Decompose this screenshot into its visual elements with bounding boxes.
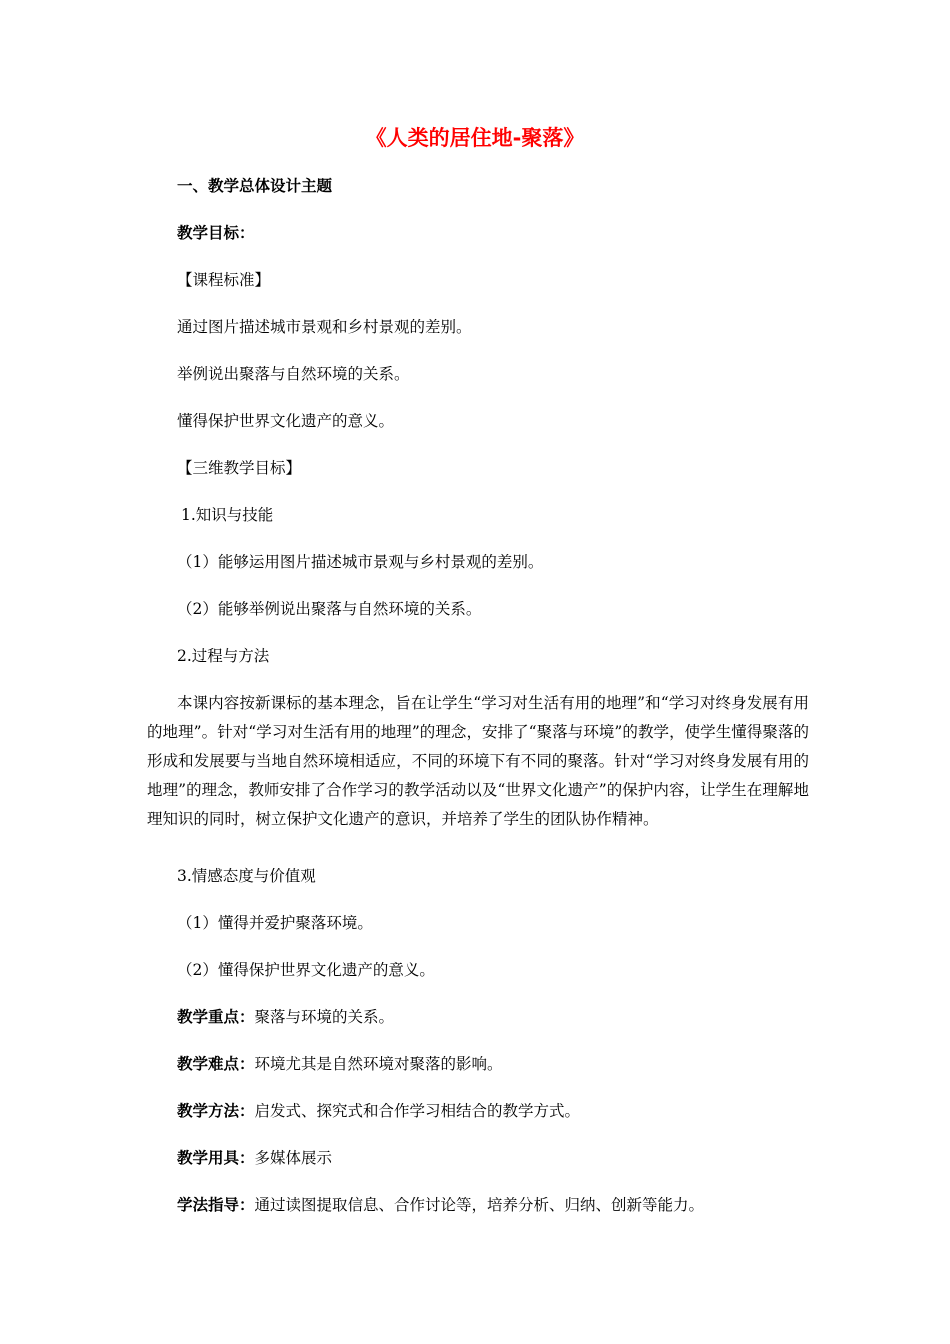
study-guide-label: 学法指导：	[177, 1196, 255, 1214]
method-text: 启发式、探究式和合作学习相结合的教学方式。	[254, 1102, 581, 1120]
key-point-row	[177, 1007, 394, 1027]
study-guide-text: 通过读图提取信息、合作讨论等，培养分析、归纳、创新等能力。	[254, 1196, 705, 1214]
three-dim-goals-heading: 【三维教学目标】	[177, 459, 302, 477]
study-guide-row	[177, 1195, 704, 1215]
difficulty-text: 环境尤其是自然环境对聚落的影响。	[254, 1055, 503, 1073]
process-method-heading: 2.过程与方法	[177, 647, 270, 665]
tools-label: 教学用具：	[177, 1149, 255, 1167]
method-label: 教学方法：	[177, 1102, 255, 1120]
tools-text: 多媒体展示	[254, 1149, 333, 1167]
knowledge-item-2: （2）能够举例说出聚落与自然环境的关系。	[177, 600, 482, 618]
curriculum-standard-heading: 【课程标准】	[177, 271, 271, 289]
difficulty-label: 教学难点：	[177, 1055, 255, 1073]
emotion-item-1: （1）懂得并爱护聚落环境。	[177, 914, 373, 932]
emotion-item-2: （2）懂得保护世界文化遗产的意义。	[177, 961, 435, 979]
key-point-text: 聚落与环境的关系。	[254, 1008, 395, 1026]
knowledge-skills-heading: 1.知识与技能	[181, 506, 274, 524]
standard-item-2: 举例说出聚落与自然环境的关系。	[177, 365, 410, 383]
knowledge-item-1: （1）能够运用图片描述城市景观与乡村景观的差别。	[177, 553, 544, 571]
method-row	[177, 1101, 580, 1121]
process-method-paragraph: 本课内容按新课标的基本理念，旨在让学生“学习对生活有用的地理”和“学习对终身发展有用的地理”。针对“学习对生活有用的地理”的理念，安排了“聚落与环境”的教学，使学生懂得聚落的形成和发展要与当地自然环境相适应，不同的环境下有不同的聚落。针对“学习对终身发展有用的地理”的理念，教师安排了合作学习的教学活动以及“世界文化遗产”的保护内容，让学生在理解地理知识的同时，树立保护文化遗产的意识，并培养了学生的团队协作精神。	[147, 694, 809, 828]
goals-label: 教学目标：	[177, 224, 255, 242]
standard-item-1: 通过图片描述城市景观和乡村景观的差别。	[177, 318, 472, 336]
key-point-label: 教学重点：	[177, 1008, 255, 1026]
document-title: 《人类的居住地-聚落》	[365, 126, 585, 150]
tools-row	[177, 1148, 332, 1168]
difficulty-row	[177, 1054, 503, 1074]
emotion-values-heading: 3.情感态度与价值观	[177, 867, 316, 885]
standard-item-3: 懂得保护世界文化遗产的意义。	[177, 412, 395, 430]
section-heading: 一、教学总体设计主题	[177, 177, 333, 195]
